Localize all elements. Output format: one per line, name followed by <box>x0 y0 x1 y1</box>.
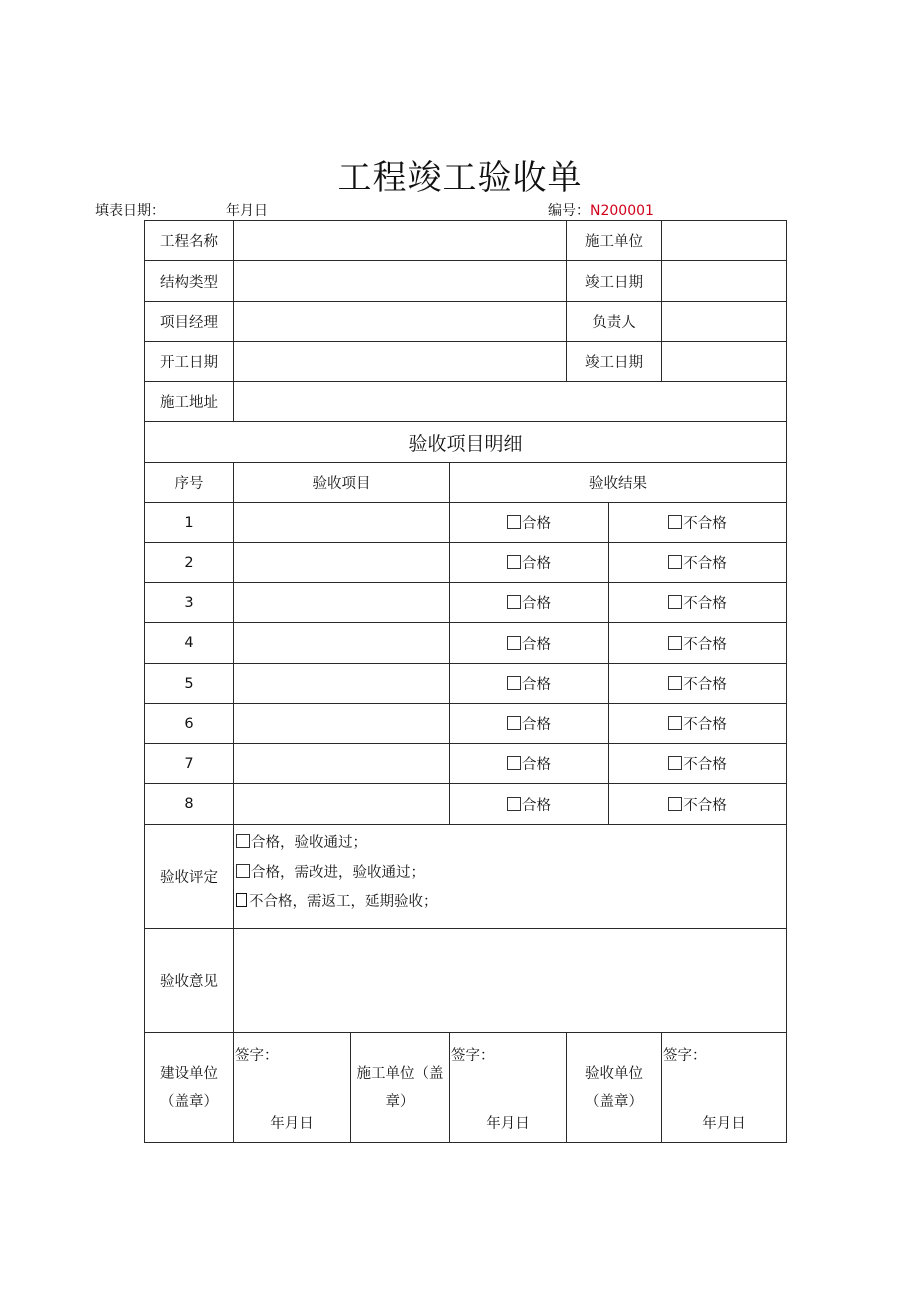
row-number: 5 <box>145 664 234 704</box>
checkbox-icon[interactable] <box>668 515 682 529</box>
signature-field[interactable] <box>234 1033 351 1143</box>
responsible-person-field[interactable] <box>662 302 787 342</box>
checkbox-icon[interactable] <box>668 676 682 690</box>
signature-unit-label: 施工单位（盖 章） <box>351 1033 450 1143</box>
checkbox-icon[interactable] <box>507 797 521 811</box>
fill-date-units: 年月日 <box>226 203 268 219</box>
fail-label: 不合格 <box>683 516 727 532</box>
acceptance-form-table <box>144 220 787 1143</box>
fail-option[interactable] <box>609 744 787 784</box>
start-date-field[interactable] <box>234 342 567 382</box>
fail-label: 不合格 <box>683 596 727 612</box>
fail-option[interactable] <box>609 543 787 583</box>
sign-date-units: 年月日 <box>486 1115 530 1132</box>
header-item: 验收项目 <box>234 463 450 503</box>
structure-type-field[interactable] <box>234 261 567 302</box>
detail-row <box>145 784 787 825</box>
item-field[interactable] <box>234 744 450 784</box>
pass-label: 合格 <box>522 596 551 612</box>
row-number: 3 <box>145 583 234 623</box>
checkbox-icon[interactable] <box>668 636 682 650</box>
checkbox-icon[interactable] <box>507 676 521 690</box>
checkbox-icon[interactable] <box>507 595 521 609</box>
signature-field[interactable] <box>662 1033 787 1143</box>
checkbox-icon[interactable] <box>668 595 682 609</box>
checkbox-icon[interactable] <box>668 716 682 730</box>
item-field[interactable] <box>234 583 450 623</box>
checkbox-icon[interactable] <box>236 834 250 848</box>
info-label: 项目经理 <box>145 302 234 342</box>
detail-header-row <box>145 463 787 503</box>
fail-option[interactable] <box>609 704 787 744</box>
completion-date-field[interactable] <box>662 261 787 302</box>
info-right-label: 施工单位 <box>567 221 662 261</box>
detail-row <box>145 704 787 744</box>
code-field <box>548 200 654 220</box>
item-field[interactable] <box>234 503 450 543</box>
address-label: 施工地址 <box>145 382 234 422</box>
info-row <box>145 302 787 342</box>
pass-label: 合格 <box>522 677 551 693</box>
info-row <box>145 261 787 302</box>
signature-unit-label: 验收单位 （盖章） <box>567 1033 662 1143</box>
opinion-row <box>145 929 787 1033</box>
evaluation-option[interactable]: 合格，需改进，验收通过； <box>236 859 786 889</box>
info-row <box>145 342 787 382</box>
project-name-field[interactable] <box>234 221 567 261</box>
detail-row <box>145 503 787 543</box>
code-label: 编号： <box>548 203 590 219</box>
sign-label: 签字： <box>235 1047 279 1064</box>
pass-label: 合格 <box>522 516 551 532</box>
detail-row <box>145 583 787 623</box>
checkbox-icon[interactable] <box>507 515 521 529</box>
pass-label: 合格 <box>522 556 551 572</box>
checkbox-icon[interactable] <box>668 797 682 811</box>
pass-label: 合格 <box>522 797 551 814</box>
row-number: 6 <box>145 704 234 744</box>
item-field[interactable] <box>234 664 450 704</box>
pass-option[interactable] <box>450 784 609 825</box>
checkbox-icon[interactable] <box>668 756 682 770</box>
project-manager-field[interactable] <box>234 302 567 342</box>
checkbox-icon[interactable] <box>507 756 521 770</box>
item-field[interactable] <box>234 623 450 664</box>
page-title: 工程竣工验收单 <box>337 158 583 198</box>
checkbox-icon[interactable] <box>668 555 682 569</box>
info-label: 工程名称 <box>145 221 234 261</box>
item-field[interactable] <box>234 784 450 825</box>
signature-unit-label: 建设单位 （盖章） <box>145 1033 234 1143</box>
checkbox-icon[interactable] <box>507 716 521 730</box>
evaluation-row <box>145 825 787 929</box>
section-title: 验收项目明细 <box>145 422 787 463</box>
fail-label: 不合格 <box>683 636 727 653</box>
checkbox-icon[interactable] <box>236 893 247 907</box>
item-field[interactable] <box>234 704 450 744</box>
evaluation-options <box>234 825 787 929</box>
pass-option[interactable] <box>450 744 609 784</box>
pass-label: 合格 <box>522 757 551 773</box>
row-number: 2 <box>145 543 234 583</box>
info-right-label: 负责人 <box>567 302 662 342</box>
row-number: 1 <box>145 503 234 543</box>
fail-option[interactable] <box>609 784 787 825</box>
fail-option[interactable] <box>609 623 787 664</box>
sign-label: 签字： <box>451 1047 495 1064</box>
address-row <box>145 382 787 422</box>
pass-option[interactable] <box>450 543 609 583</box>
row-number: 8 <box>145 784 234 825</box>
sign-label: 签字： <box>663 1047 707 1064</box>
detail-row <box>145 543 787 583</box>
completion-date-field-2[interactable] <box>662 342 787 382</box>
fail-label: 不合格 <box>683 677 727 693</box>
pass-label: 合格 <box>522 636 551 653</box>
evaluation-option[interactable]: 不合格，需返工，延期验收； <box>236 888 786 918</box>
signature-row <box>145 1033 787 1143</box>
fail-label: 不合格 <box>683 797 727 814</box>
info-right-label: 竣工日期 <box>567 342 662 382</box>
info-label: 结构类型 <box>145 261 234 302</box>
info-row <box>145 221 787 261</box>
info-right-label: 竣工日期 <box>567 261 662 302</box>
evaluation-label: 验收评定 <box>145 825 234 929</box>
fail-option[interactable] <box>609 664 787 704</box>
header-result: 验收结果 <box>450 463 787 503</box>
address-field[interactable] <box>234 382 787 422</box>
detail-row <box>145 623 787 664</box>
detail-row <box>145 664 787 704</box>
pass-option[interactable] <box>450 664 609 704</box>
fail-option[interactable] <box>609 583 787 623</box>
sign-date-units: 年月日 <box>702 1115 746 1132</box>
fail-label: 不合格 <box>683 717 727 733</box>
row-number: 7 <box>145 744 234 784</box>
item-field[interactable] <box>234 543 450 583</box>
sign-date-units: 年月日 <box>270 1115 314 1132</box>
pass-option[interactable] <box>450 583 609 623</box>
opinion-label: 验收意见 <box>145 929 234 1033</box>
pass-option[interactable] <box>450 503 609 543</box>
pass-option[interactable] <box>450 623 609 664</box>
checkbox-icon[interactable] <box>236 864 250 878</box>
info-label: 开工日期 <box>145 342 234 382</box>
checkbox-icon[interactable] <box>507 636 521 650</box>
section-row <box>145 422 787 463</box>
pass-label: 合格 <box>522 717 551 733</box>
header-no: 序号 <box>145 463 234 503</box>
contractor-field[interactable] <box>662 221 787 261</box>
row-number: 4 <box>145 623 234 664</box>
signature-field[interactable] <box>450 1033 567 1143</box>
fail-label: 不合格 <box>683 556 727 572</box>
fail-option[interactable] <box>609 503 787 543</box>
code-value: N200001 <box>590 203 654 219</box>
fail-label: 不合格 <box>683 757 727 773</box>
checkbox-icon[interactable] <box>507 555 521 569</box>
evaluation-option[interactable]: 合格，验收通过； <box>236 829 786 859</box>
pass-option[interactable] <box>450 704 609 744</box>
detail-row <box>145 744 787 784</box>
fill-date-label: 填表日期： <box>95 203 165 219</box>
opinion-field[interactable] <box>234 929 787 1033</box>
